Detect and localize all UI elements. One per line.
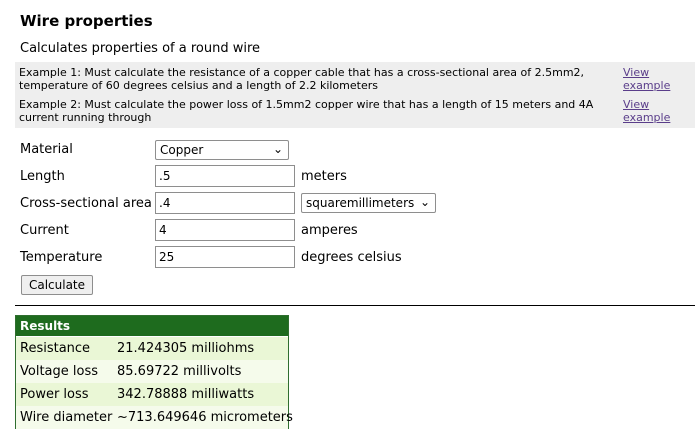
result-row-voltage-loss [16,360,288,383]
material-label: Material [20,142,73,157]
current-input[interactable] [155,219,295,241]
result-row-power-loss [16,383,288,406]
area-input[interactable] [155,192,295,214]
view-example-2-link-line1[interactable]: View [623,98,650,111]
view-example-1-link-line2[interactable]: example [623,79,671,92]
view-example-1-link-line1[interactable]: View [623,66,650,79]
result-key: Voltage loss [20,364,99,379]
results-header: Results [16,316,288,336]
page-title: Wire properties [20,12,153,30]
divider [15,305,695,306]
material-select[interactable] [155,140,289,160]
view-example-2-link[interactable] [623,98,670,124]
area-unit-select-value: squaremillimeters [306,196,415,210]
result-row-wire-diameter [16,406,293,429]
page-subtitle: Calculates properties of a round wire [20,41,261,56]
current-unit: amperes [301,223,358,238]
current-label: Current [20,223,69,238]
area-unit-select[interactable] [301,193,436,213]
temperature-unit: degrees celsius [301,250,402,265]
length-unit: meters [301,169,347,184]
result-value: 342.78888 milliwatts [117,387,255,402]
result-value: 21.424305 milliohms [117,341,255,356]
result-value: 85.69722 millivolts [117,364,242,379]
results-table [15,315,293,429]
temperature-input[interactable] [155,246,295,268]
view-example-2-link-line2[interactable]: example [623,111,671,124]
temperature-label: Temperature [20,250,103,265]
length-label: Length [20,169,65,184]
chevron-down-icon: ⌄ [272,142,283,156]
area-label: Cross-sectional area [20,196,152,211]
example-2-text: Example 2: Must calculate the power loss of 1.5mm2 copper wire that has a length of 15 meters and 4A current running through [19,98,594,124]
example-1-text: Example 1: Must calculate the resistance of a copper cable that has a cross-sectional area of 2.5mm2, temperature of 60 degrees celsius and a length of 2.2 kilometers [19,66,585,92]
view-example-1-link[interactable] [623,66,670,92]
result-key: Resistance [20,341,91,356]
result-value: ~713.649646 micrometers [117,410,293,425]
chevron-down-icon: ⌄ [419,195,430,209]
result-key: Wire diameter [20,410,113,425]
result-key: Power loss [20,387,89,402]
calculate-button[interactable]: Calculate [21,275,93,295]
result-row-resistance [16,337,288,360]
material-select-value: Copper [160,143,204,157]
examples-panel [15,62,695,128]
length-input[interactable] [155,165,295,187]
